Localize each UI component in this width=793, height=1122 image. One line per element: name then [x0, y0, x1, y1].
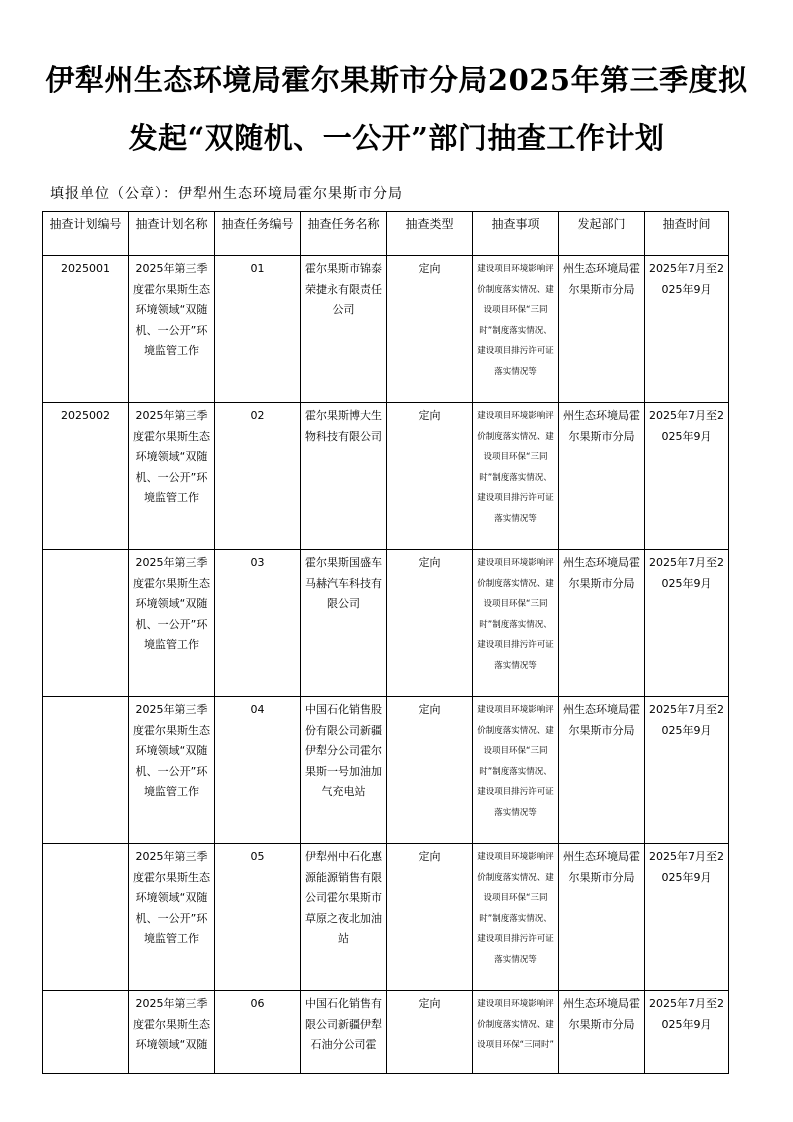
cell-plan-no — [43, 550, 129, 697]
cell-time: 2025年7月至2025年9月 — [645, 403, 729, 550]
cell-type: 定向 — [387, 697, 473, 844]
cell-matter: 建设项目环境影响评价制度落实情况、建设项目环保“三同时”制度落实情况、建设项目排污许可证落实情况等 — [473, 550, 559, 697]
cell-task-no: 05 — [215, 844, 301, 991]
cell-matter: 建设项目环境影响评价制度落实情况、建设项目环保“三同时”制度落实情况、建设项目排污许可证落实情况等 — [473, 403, 559, 550]
table-row — [43, 991, 729, 1074]
cell-plan-name: 2025年第三季度霍尔果斯生态环境领域“双随 — [129, 991, 215, 1074]
cell-task-no: 03 — [215, 550, 301, 697]
cell-plan-no — [43, 991, 129, 1074]
cell-time: 2025年7月至2025年9月 — [645, 697, 729, 844]
cell-type: 定向 — [387, 403, 473, 550]
document-title-line-2: 发起“双随机、一公开”部门抽查工作计划 — [128, 121, 665, 155]
header-time: 抽查时间 — [645, 212, 729, 256]
header-task-name: 抽查任务名称 — [301, 212, 387, 256]
cell-task-no: 02 — [215, 403, 301, 550]
cell-task-name: 霍尔果斯市锦泰荣捷永有限责任公司 — [301, 256, 387, 403]
cell-plan-name: 2025年第三季度霍尔果斯生态环境领域“双随机、一公开”环境监管工作 — [129, 256, 215, 403]
table-row — [43, 256, 729, 403]
table-header-row — [43, 212, 729, 256]
cell-plan-no — [43, 697, 129, 844]
cell-plan-name: 2025年第三季度霍尔果斯生态环境领域“双随机、一公开”环境监管工作 — [129, 403, 215, 550]
cell-plan-no — [43, 844, 129, 991]
cell-task-name: 霍尔果斯国盛车马赫汽车科技有限公司 — [301, 550, 387, 697]
cell-matter: 建设项目环境影响评价制度落实情况、建设项目环保“三同时” — [473, 991, 559, 1074]
cell-task-name: 霍尔果斯博大生物科技有限公司 — [301, 403, 387, 550]
cell-task-name: 伊犁州中石化惠源能源销售有限公司霍尔果斯市草原之夜北加油站 — [301, 844, 387, 991]
cell-plan-name: 2025年第三季度霍尔果斯生态环境领域“双随机、一公开”环境监管工作 — [129, 550, 215, 697]
reporting-unit: 填报单位（公章）：伊犁州生态环境局霍尔果斯市分局 — [50, 186, 403, 202]
header-type: 抽查类型 — [387, 212, 473, 256]
cell-time: 2025年7月至2025年9月 — [645, 844, 729, 991]
cell-type: 定向 — [387, 256, 473, 403]
cell-matter: 建设项目环境影响评价制度落实情况、建设项目环保“三同时”制度落实情况、建设项目排污许可证落实情况等 — [473, 256, 559, 403]
cell-task-name: 中国石化销售股份有限公司新疆伊犁分公司霍尔果斯一号加油加气充电站 — [301, 697, 387, 844]
table-row — [43, 550, 729, 697]
cell-matter: 建设项目环境影响评价制度落实情况、建设项目环保“三同时”制度落实情况、建设项目排污许可证落实情况等 — [473, 844, 559, 991]
cell-time: 2025年7月至2025年9月 — [645, 991, 729, 1074]
cell-dept: 州生态环境局霍尔果斯市分局 — [559, 256, 645, 403]
cell-type: 定向 — [387, 844, 473, 991]
cell-plan-no: 2025002 — [43, 403, 129, 550]
cell-type: 定向 — [387, 991, 473, 1074]
cell-dept: 州生态环境局霍尔果斯市分局 — [559, 697, 645, 844]
cell-dept: 州生态环境局霍尔果斯市分局 — [559, 550, 645, 697]
cell-type: 定向 — [387, 550, 473, 697]
header-dept: 发起部门 — [559, 212, 645, 256]
header-matter: 抽查事项 — [473, 212, 559, 256]
cell-dept: 州生态环境局霍尔果斯市分局 — [559, 991, 645, 1074]
table-row — [43, 697, 729, 844]
header-task-no: 抽查任务编号 — [215, 212, 301, 256]
cell-time: 2025年7月至2025年9月 — [645, 256, 729, 403]
cell-dept: 州生态环境局霍尔果斯市分局 — [559, 844, 645, 991]
table-row — [43, 403, 729, 550]
cell-task-no: 01 — [215, 256, 301, 403]
cell-matter: 建设项目环境影响评价制度落实情况、建设项目环保“三同时”制度落实情况、建设项目排污许可证落实情况等 — [473, 697, 559, 844]
header-plan-no: 抽查计划编号 — [43, 212, 129, 256]
cell-plan-name: 2025年第三季度霍尔果斯生态环境领域“双随机、一公开”环境监管工作 — [129, 697, 215, 844]
cell-time: 2025年7月至2025年9月 — [645, 550, 729, 697]
cell-task-name: 中国石化销售有限公司新疆伊犁石油分公司霍 — [301, 991, 387, 1074]
table-row — [43, 844, 729, 991]
inspection-plan-table — [42, 211, 729, 1074]
cell-plan-no: 2025001 — [43, 256, 129, 403]
cell-plan-name: 2025年第三季度霍尔果斯生态环境领域“双随机、一公开”环境监管工作 — [129, 844, 215, 991]
cell-task-no: 06 — [215, 991, 301, 1074]
cell-task-no: 04 — [215, 697, 301, 844]
cell-dept: 州生态环境局霍尔果斯市分局 — [559, 403, 645, 550]
document-title-line-1: 伊犁州生态环境局霍尔果斯市分局2025年第三季度拟 — [45, 63, 748, 97]
header-plan-name: 抽查计划名称 — [129, 212, 215, 256]
